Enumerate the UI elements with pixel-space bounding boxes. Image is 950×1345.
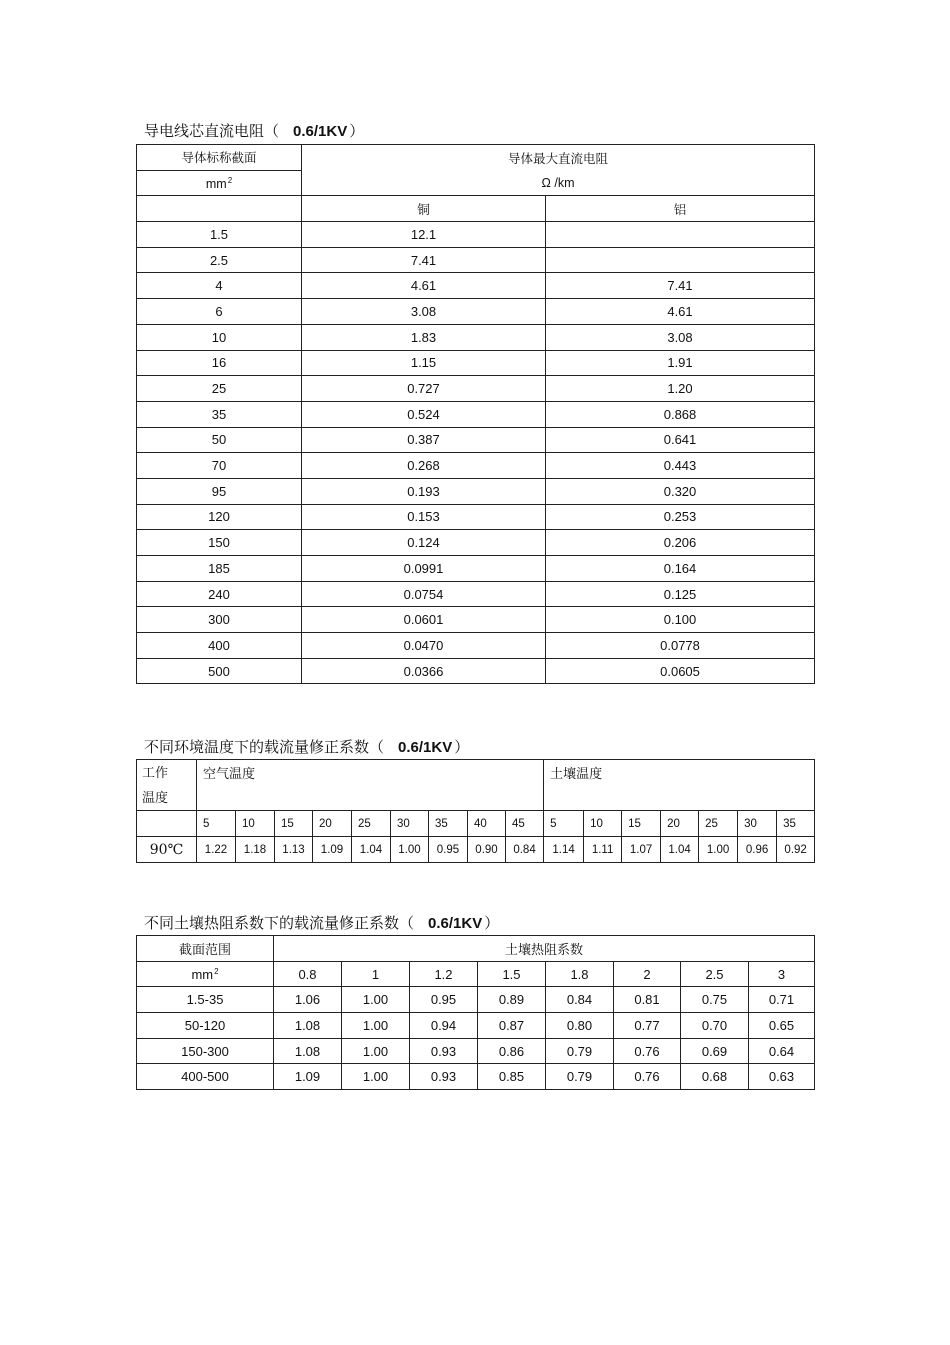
resistivity-cell: 1.8: [546, 961, 614, 987]
section-cell: 240: [137, 581, 302, 607]
air-temp-cell: 10: [236, 811, 275, 837]
range-cell: 1.5-35: [137, 987, 274, 1013]
aluminum-cell: 0.164: [546, 556, 815, 582]
table-row: [137, 658, 815, 684]
resistance-title-close: ）: [349, 122, 365, 140]
section-cell: 1.5: [137, 222, 302, 248]
copper-cell: 0.524: [302, 401, 546, 427]
resistivity-cell: 1.2: [410, 961, 478, 987]
temperature-factors-row: [137, 837, 815, 863]
table-row: [137, 376, 815, 402]
table-row: [137, 1013, 815, 1039]
factor-cell: 0.70: [681, 1013, 749, 1039]
factor-cell: 0.71: [749, 987, 815, 1013]
copper-cell: 0.193: [302, 478, 546, 504]
range-label: 截面范围: [137, 936, 274, 962]
section-cell: 150: [137, 530, 302, 556]
resistance-label: 导体最大直流电阻: [302, 145, 815, 171]
section-cell: 10: [137, 324, 302, 350]
factor-cell: 0.81: [614, 987, 681, 1013]
air-temp-cell: 40: [468, 811, 506, 837]
table-row: [137, 530, 815, 556]
resistance-title-text: 导电线芯直流电阻（: [144, 122, 280, 140]
resistivity-values-row: [137, 961, 815, 987]
table-row: [137, 504, 815, 530]
temperature-title-text: 不同环境温度下的载流量修正系数（: [144, 738, 385, 756]
section-cell: 120: [137, 504, 302, 530]
table-row: [137, 1038, 815, 1064]
factor-cell: 0.84: [546, 987, 614, 1013]
factor-cell: 0.94: [410, 1013, 478, 1039]
table-row: [137, 556, 815, 582]
work-temp-label-1: 工作: [142, 765, 169, 780]
copper-cell: 0.268: [302, 453, 546, 479]
table-row: [137, 478, 815, 504]
factor-cell: 0.85: [478, 1064, 546, 1090]
aluminum-cell: 0.641: [546, 427, 815, 453]
resistance-unit: Ω /km: [302, 170, 815, 196]
soil-resistivity-title-text: 不同土壤热阻系数下的载流量修正系数（: [144, 914, 415, 932]
copper-cell: 0.153: [302, 504, 546, 530]
copper-cell: 3.08: [302, 299, 546, 325]
section-cell: 185: [137, 556, 302, 582]
section-cell: 70: [137, 453, 302, 479]
soil-temp-cell: 10: [584, 811, 622, 837]
soil-factor-cell: 1.14: [544, 837, 584, 863]
work-temp-label-2: 温度: [142, 790, 169, 805]
air-temp-cell: 15: [275, 811, 313, 837]
section-cell: 2.5: [137, 247, 302, 273]
air-temp-cell: 20: [313, 811, 352, 837]
soil-resistivity-table: [136, 935, 815, 1090]
aluminum-cell: 0.206: [546, 530, 815, 556]
soil-factor-cell: 1.00: [699, 837, 738, 863]
soil-temp-cell: 25: [699, 811, 738, 837]
aluminum-cell: 0.868: [546, 401, 815, 427]
empty-temp-cell: [137, 811, 197, 837]
aluminum-cell: 0.0605: [546, 658, 815, 684]
factor-cell: 1.00: [342, 987, 410, 1013]
factor-cell: 0.93: [410, 1038, 478, 1064]
air-temp-cell: 35: [429, 811, 468, 837]
copper-cell: 0.0601: [302, 607, 546, 633]
table-row: [137, 427, 815, 453]
soil-resistivity-title-voltage: 0.6/1KV: [428, 915, 483, 932]
factor-cell: 0.77: [614, 1013, 681, 1039]
aluminum-cell: 1.91: [546, 350, 815, 376]
factor-cell: 0.76: [614, 1038, 681, 1064]
soil-temp-cell: 30: [738, 811, 777, 837]
air-factor-cell: 1.04: [352, 837, 391, 863]
resistivity-label: 土壤热阻系数: [274, 936, 815, 962]
section-label: 导体标称截面: [137, 145, 302, 171]
soil-temp-label: 土壤温度: [544, 760, 815, 811]
resistivity-cell: 2.5: [681, 961, 749, 987]
table-row: [137, 324, 815, 350]
soil-resistivity-rows: [137, 987, 815, 1090]
aluminum-cell: 0.320: [546, 478, 815, 504]
air-temp-cell: 25: [352, 811, 391, 837]
temperature-values-row: [137, 811, 815, 837]
copper-cell: 4.61: [302, 273, 546, 299]
aluminum-cell: 7.41: [546, 273, 815, 299]
soil-factor-cell: 1.11: [584, 837, 622, 863]
air-factor-cell: 1.00: [391, 837, 429, 863]
section-cell: 25: [137, 376, 302, 402]
soil-temp-cell: 35: [777, 811, 815, 837]
soil-factor-cell: 0.96: [738, 837, 777, 863]
factor-cell: 0.64: [749, 1038, 815, 1064]
copper-cell: 7.41: [302, 247, 546, 273]
range-unit: [137, 961, 274, 987]
factor-cell: 1.08: [274, 1038, 342, 1064]
air-temp-cell: 45: [506, 811, 544, 837]
section-cell: 35: [137, 401, 302, 427]
air-factor-cell: 0.95: [429, 837, 468, 863]
resistivity-cell: 2: [614, 961, 681, 987]
aluminum-cell: 1.20: [546, 376, 815, 402]
air-factor-cell: 0.84: [506, 837, 544, 863]
table-row: [137, 247, 815, 273]
table-row: [137, 581, 815, 607]
copper-cell: 12.1: [302, 222, 546, 248]
air-factor-cell: 1.22: [197, 837, 236, 863]
factor-cell: 0.75: [681, 987, 749, 1013]
section-unit: [137, 170, 302, 196]
temperature-title: [144, 736, 469, 757]
aluminum-cell: [546, 222, 815, 248]
temperature-title-voltage: 0.6/1KV: [398, 739, 453, 756]
copper-cell: 0.0470: [302, 633, 546, 659]
factor-cell: 0.63: [749, 1064, 815, 1090]
air-factor-cell: 1.18: [236, 837, 275, 863]
factor-cell: 1.06: [274, 987, 342, 1013]
resistance-title: [144, 120, 364, 141]
soil-resistivity-title: [144, 912, 499, 933]
copper-cell: 0.387: [302, 427, 546, 453]
air-temp-label: 空气温度: [197, 760, 544, 811]
aluminum-cell: [546, 247, 815, 273]
soil-temp-cell: 15: [622, 811, 661, 837]
air-factor-cell: 1.09: [313, 837, 352, 863]
aluminum-cell: 0.253: [546, 504, 815, 530]
copper-cell: 0.0754: [302, 581, 546, 607]
soil-resistivity-title-close: ）: [484, 914, 500, 932]
section-cell: 50: [137, 427, 302, 453]
empty-header-cell: [137, 196, 302, 222]
range-unit-sup: 2: [214, 966, 219, 976]
factor-cell: 0.76: [614, 1064, 681, 1090]
table-row: [137, 350, 815, 376]
table-row: [137, 273, 815, 299]
resistance-title-voltage: 0.6/1KV: [293, 123, 348, 140]
air-temp-cell: 30: [391, 811, 429, 837]
factor-cell: 0.95: [410, 987, 478, 1013]
copper-cell: 0.0366: [302, 658, 546, 684]
section-unit-sup: 2: [227, 175, 233, 185]
table-row: [137, 607, 815, 633]
work-temp-value: 90℃: [137, 837, 197, 863]
copper-cell: 1.83: [302, 324, 546, 350]
aluminum-header: 铝: [546, 196, 815, 222]
section-cell: 300: [137, 607, 302, 633]
factor-cell: 1.00: [342, 1038, 410, 1064]
aluminum-cell: 4.61: [546, 299, 815, 325]
table-row: [137, 453, 815, 479]
soil-factor-cell: 0.92: [777, 837, 815, 863]
resistance-rows: [137, 222, 815, 684]
factor-cell: 0.79: [546, 1038, 614, 1064]
factor-cell: 0.68: [681, 1064, 749, 1090]
soil-temp-cell: 20: [661, 811, 699, 837]
soil-temp-cell: 5: [544, 811, 584, 837]
soil-factor-cell: 1.07: [622, 837, 661, 863]
aluminum-cell: 0.125: [546, 581, 815, 607]
section-cell: 16: [137, 350, 302, 376]
section-cell: 400: [137, 633, 302, 659]
resistivity-cell: 0.8: [274, 961, 342, 987]
factor-cell: 0.69: [681, 1038, 749, 1064]
copper-cell: 0.124: [302, 530, 546, 556]
resistance-table: [136, 144, 815, 684]
section-cell: 4: [137, 273, 302, 299]
factor-cell: 0.93: [410, 1064, 478, 1090]
section-cell: 95: [137, 478, 302, 504]
air-factor-cell: 1.13: [275, 837, 313, 863]
aluminum-cell: 0.0778: [546, 633, 815, 659]
copper-header: 铜: [302, 196, 546, 222]
resistivity-cell: 1.5: [478, 961, 546, 987]
table-row: [137, 633, 815, 659]
table-row: [137, 987, 815, 1013]
factor-cell: 0.79: [546, 1064, 614, 1090]
table-row: [137, 222, 815, 248]
temperature-title-close: ）: [454, 738, 470, 756]
copper-cell: 0.0991: [302, 556, 546, 582]
aluminum-cell: 3.08: [546, 324, 815, 350]
aluminum-cell: 0.443: [546, 453, 815, 479]
section-unit-text: mm: [205, 176, 227, 191]
work-temp-label: [137, 760, 197, 811]
factor-cell: 0.80: [546, 1013, 614, 1039]
air-temp-cell: 5: [197, 811, 236, 837]
resistivity-cell: 1: [342, 961, 410, 987]
copper-cell: 0.727: [302, 376, 546, 402]
factor-cell: 1.09: [274, 1064, 342, 1090]
table-row: [137, 299, 815, 325]
factor-cell: 1.00: [342, 1013, 410, 1039]
table-row: [137, 1064, 815, 1090]
factor-cell: 1.00: [342, 1064, 410, 1090]
section-cell: 500: [137, 658, 302, 684]
temperature-table: [136, 759, 815, 863]
factor-cell: 0.89: [478, 987, 546, 1013]
factor-cell: 0.86: [478, 1038, 546, 1064]
range-cell: 50-120: [137, 1013, 274, 1039]
range-unit-text: mm: [191, 966, 214, 982]
factor-cell: 1.08: [274, 1013, 342, 1039]
range-cell: 150-300: [137, 1038, 274, 1064]
copper-cell: 1.15: [302, 350, 546, 376]
range-cell: 400-500: [137, 1064, 274, 1090]
resistivity-cell: 3: [749, 961, 815, 987]
table-row: [137, 401, 815, 427]
air-factor-cell: 0.90: [468, 837, 506, 863]
soil-factor-cell: 1.04: [661, 837, 699, 863]
section-cell: 6: [137, 299, 302, 325]
factor-cell: 0.87: [478, 1013, 546, 1039]
factor-cell: 0.65: [749, 1013, 815, 1039]
aluminum-cell: 0.100: [546, 607, 815, 633]
